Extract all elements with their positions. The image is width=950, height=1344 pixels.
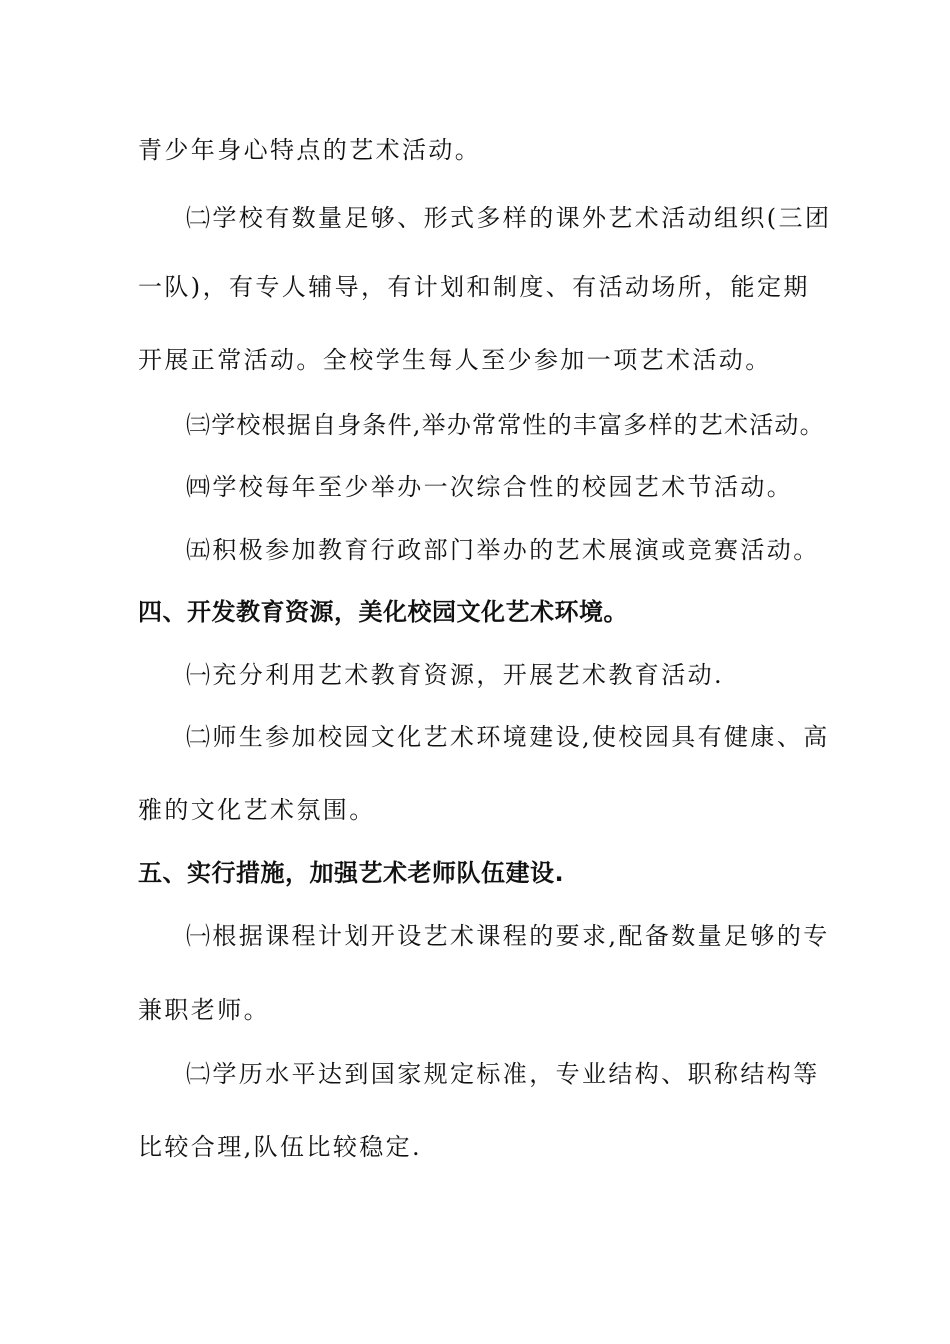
paragraph-line: ㈤积极参加教育行政部门举办的艺术展演或竞赛活动。 [186,536,820,564]
paragraph-line: 比较合理,队伍比较稳定. [138,1133,423,1161]
section-heading: 四、开发教育资源，美化校园文化艺术环境。 [138,598,628,626]
paragraph-line: 青少年身心特点的艺术活动。 [138,136,482,164]
paragraph-line: ㈣学校每年至少举办一次综合性的校园艺术节活动。 [186,473,794,501]
paragraph-line: ㈠根据课程计划开设艺术课程的要求,配备数量足够的专 [186,922,830,950]
paragraph-line: 开展正常活动。全校学生每人至少参加一项艺术活动。 [138,346,772,374]
paragraph-line: 雅的文化艺术氛围。 [138,796,376,824]
section-heading: 五、实行措施，加强艺术老师队伍建设. [138,859,565,887]
paragraph-line: ㈢学校根据自身条件,举办常常性的丰富多样的艺术活动。 [186,411,825,439]
paragraph-line: 一队)，有专人辅导，有计划和制度、有活动场所，能定期 [138,273,810,301]
paragraph-line: ㈠充分利用艺术教育资源，开展艺术教育活动. [186,661,725,689]
paragraph-line: ㈡学历水平达到国家规定标准，专业结构、职称结构等 [186,1060,820,1088]
paragraph-line: ㈡学校有数量足够、形式多样的课外艺术活动组织(三团 [186,204,832,232]
paragraph-line: ㈡师生参加校园文化艺术环境建设,使校园具有健康、高 [186,723,830,751]
paragraph-line: 兼职老师。 [138,996,270,1024]
